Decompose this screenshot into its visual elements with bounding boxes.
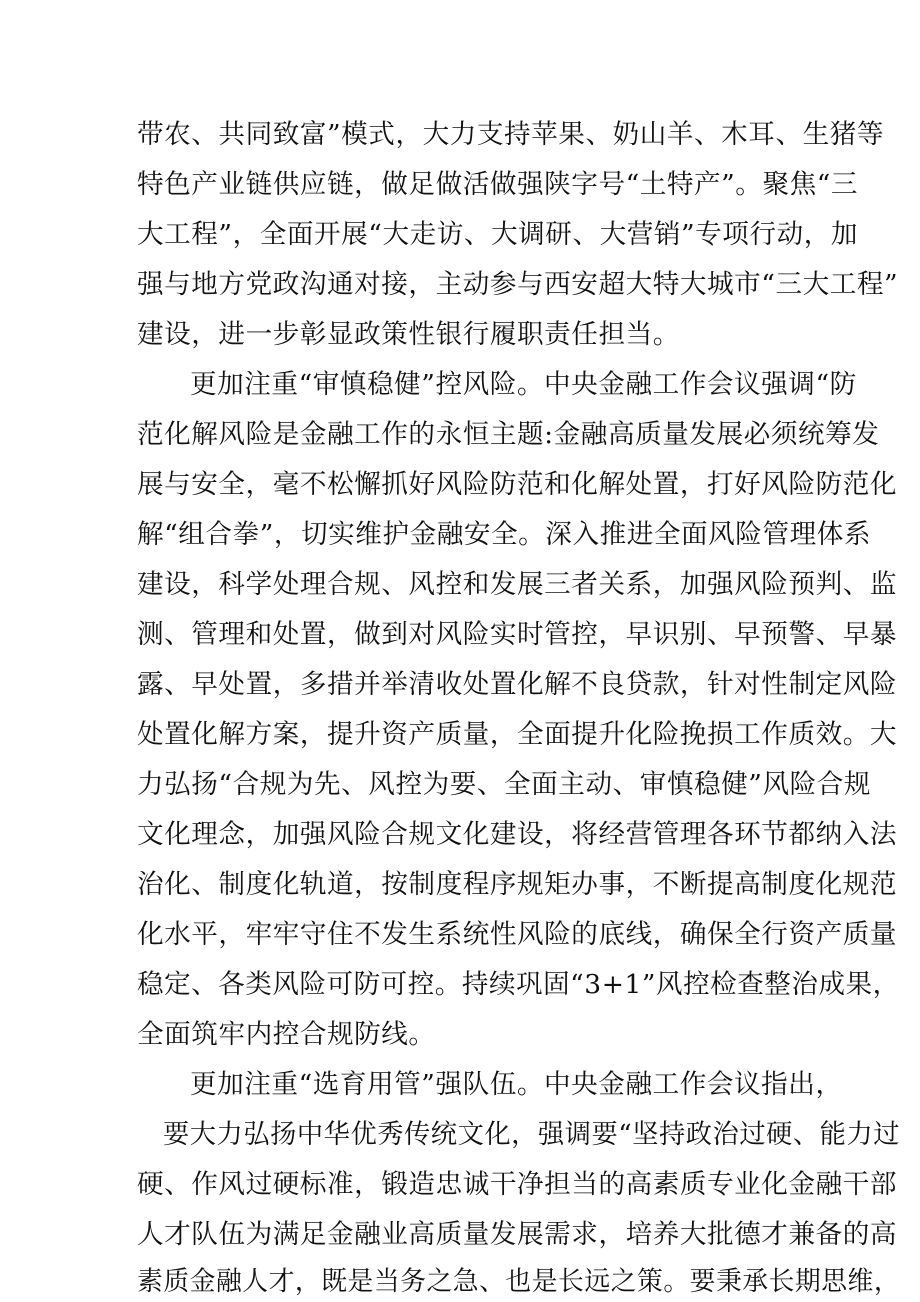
- text-line: 大工程”，全面开展“大走访、大调研、大营销”专项行动，加: [137, 219, 859, 250]
- text-line: 要大力弘扬中华优秀传统文化，强调要“坚持政治过硬、能力过: [163, 1119, 901, 1150]
- text-line: 建设，科学处理合规、风控和发展三者关系，加强风险预判、监: [137, 569, 898, 600]
- text-line: 文化理念，加强风险合规文化建设，将经营管理各环节都纳入法: [137, 819, 898, 850]
- text-line: 化水平，牢牢守住不发生系统性风险的底线，确保全行资产质量: [137, 919, 898, 950]
- text-line: 治化、制度化轨道，按制度程序规矩办事，不断提高制度化规范: [137, 869, 898, 900]
- text-line: 处置化解方案，提升资产质量，全面提升化险挽损工作质效。大: [137, 719, 898, 750]
- text-line: 展与安全，毫不松懈抓好风险防范和化解处置，打好风险防范化: [137, 469, 898, 500]
- text-line: 硬、作风过硬标准，锻造忠诚干净担当的高素质专业化金融干部: [137, 1169, 898, 1200]
- text-line: 强与地方党政沟通对接，主动参与西安超大特大城市“三大工程”: [137, 269, 899, 300]
- text-line: 解“组合拳”，切实维护金融安全。深入推进全面风险管理体系: [137, 519, 872, 550]
- text-line: 带农、共同致富”模式，大力支持苹果、奶山羊、木耳、生猪等: [137, 119, 885, 150]
- text-line: 范化解风险是金融工作的永恒主题:金融高质量发展必须统筹发: [137, 419, 880, 450]
- text-line: 稳定、各类风险可防可控。持续巩固“3+1”风控检查整治成果，: [137, 969, 900, 1000]
- paragraph-heading-line: 更加注重“选育用管”强队伍。中央金融工作会议指出，: [190, 1069, 843, 1100]
- text-line: 测、管理和处置，做到对风险实时管控，早识别、早预警、早暴: [137, 619, 898, 650]
- text-line: 全面筑牢内控合规防线。: [137, 1019, 436, 1050]
- paragraph-heading-line: 更加注重“审慎稳健”控风险。中央金融工作会议强调“防: [190, 369, 857, 400]
- text-line: 力弘扬“合规为先、风控为要、全面主动、审慎稳健”风险合规: [137, 769, 872, 800]
- text-line: 素质金融人才，既是当务之急、也是长远之策。要秉承长期思维，: [137, 1266, 901, 1297]
- text-line: 人才队伍为满足金融业高质量发展需求，培养大批德才兼备的高: [137, 1219, 898, 1250]
- text-line: 露、早处置，多措并举清收处置化解不良贷款，针对性制定风险: [137, 669, 898, 700]
- text-line: 特色产业链供应链，做足做活做强陕字号“土特产”。聚焦“三: [137, 169, 859, 200]
- text-line: 建设，进一步彰显政策性银行履职责任担当。: [137, 319, 680, 350]
